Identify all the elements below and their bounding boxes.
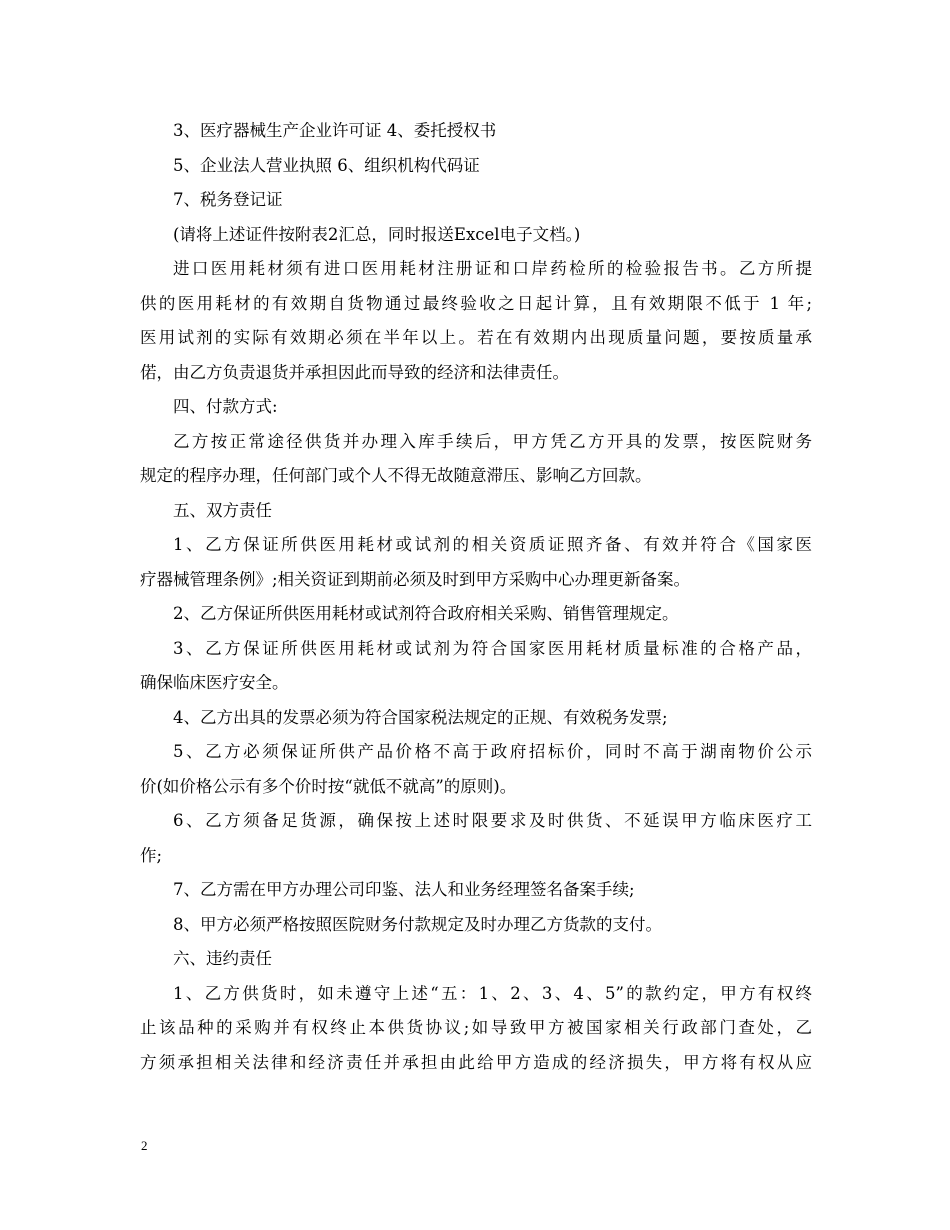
text-line: 7、乙方需在甲方办理公司印鉴、法人和业务经理签名备案手续; <box>173 880 635 899</box>
text-line: 乙方按正常途径供货并办理入库手续后，甲方凭乙方开具的发票，按医院财务 <box>173 431 812 451</box>
text-line: (请将上述证件按附表2汇总，同时报送Excel电子文档。) <box>173 224 581 244</box>
text-line: 8、甲方必须严格按照医院财务付款规定及时办理乙方货款的支付。 <box>173 914 662 934</box>
text-line: 止该品种的采购并有权终止本供货协议;如导致甲方被国家相关行政部门查处，乙 <box>140 1018 812 1037</box>
text-line: 5、乙方必须保证所供产品价格不高于政府招标价，同时不高于湖南物价公示 <box>173 742 812 761</box>
text-line: 方须承担相关法律和经济责任并承担由此给甲方造成的经济损失，甲方将有权从应 <box>140 1052 812 1072</box>
text-line: 规定的程序办理，任何部门或个人不得无故随意滞压、影响乙方回款。 <box>140 466 652 485</box>
text-line: 确保临床医疗安全。 <box>140 673 289 692</box>
section-heading: 五、双方责任 <box>173 500 272 520</box>
section-heading: 四、付款方式: <box>173 397 278 416</box>
text-line: 价(如价格公示有多个价时按“就低不就高”的原则)。 <box>140 776 517 796</box>
text-line: 2、乙方保证所供医用耗材或试剂符合政府相关采购、销售管理规定。 <box>173 604 679 623</box>
text-line: 偌，由乙方负责退货并承担因此而导致的经济和法律责任。 <box>140 362 569 382</box>
text-line: 供的医用耗材的有效期自货物通过最终验收之日起计算，且有效期限不低于 1 年; <box>140 293 812 313</box>
text-line: 1、乙方供货时，如未遵守上述“五：1、2、3、4、5”的款约定，甲方有权终 <box>173 983 812 1003</box>
text-line: 作; <box>140 845 163 865</box>
text-line: 6、乙方须备足货源，确保按上述时限要求及时供货、不延误甲方临床医疗工 <box>173 811 812 830</box>
page-number: 2 <box>141 1138 148 1153</box>
text-line: 3、医疗器械生产企业许可证 4、委托授权书 <box>173 121 497 140</box>
text-line: 3、乙方保证所供医用耗材或试剂为符合国家医用耗材质量标准的合格产品， <box>173 638 812 658</box>
text-line: 医用试剂的实际有效期必须在半年以上。若在有效期内出现质量问题，要按质量承 <box>140 328 812 347</box>
section-heading: 六、违约责任 <box>173 949 272 968</box>
document-body <box>140 114 812 1080</box>
text-line: 疗器械管理条例》;相关资证到期前必须及时到甲方采购中心办理更新备案。 <box>140 569 691 589</box>
text-line: 进口医用耗材须有进口医用耗材注册证和口岸药检所的检验报告书。乙方所提 <box>173 259 812 278</box>
text-line: 5、企业法人营业执照 6、组织机构代码证 <box>173 155 480 175</box>
text-line: 4、乙方出具的发票必须为符合国家税法规定的正规、有效税务发票; <box>173 707 668 727</box>
text-line: 7、税务登记证 <box>173 190 283 209</box>
text-line: 1、乙方保证所供医用耗材或试剂的相关资质证照齐备、有效并符合《国家医 <box>173 535 812 554</box>
